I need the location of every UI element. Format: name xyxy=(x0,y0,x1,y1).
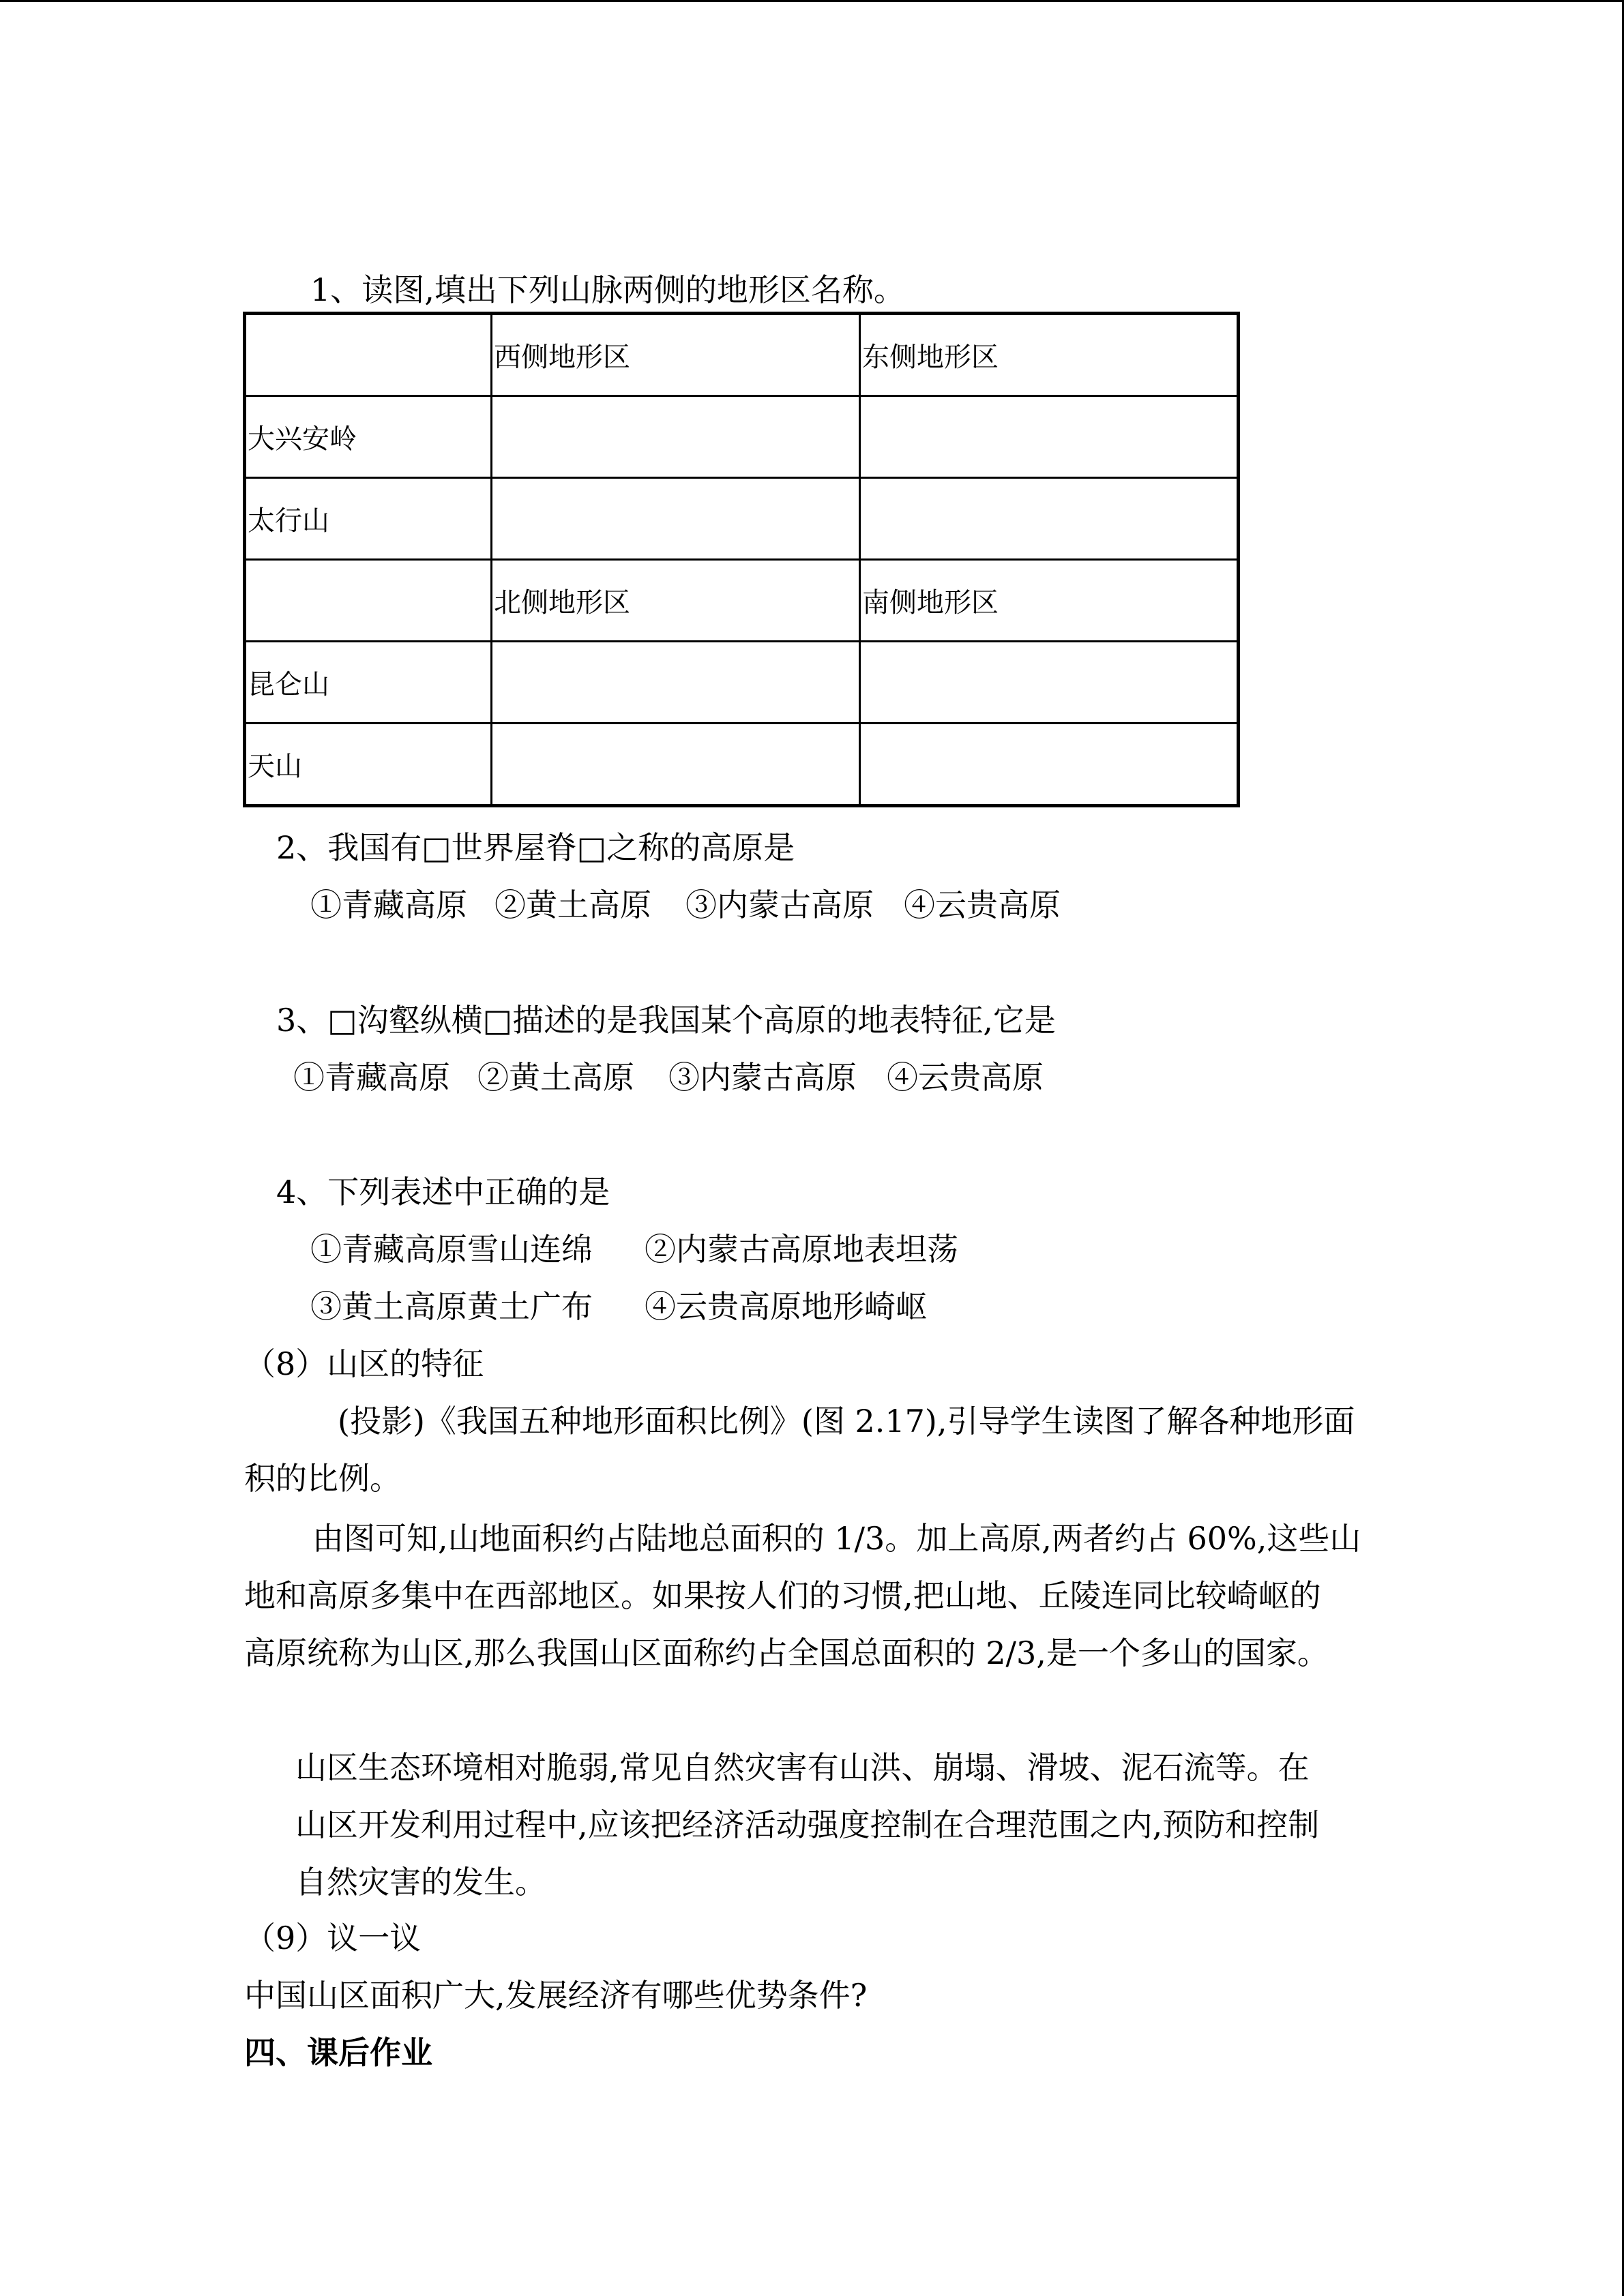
option[interactable]: ①青藏高原雪山连绵 xyxy=(310,1231,593,1268)
q3-question: 3、□沟壑纵横□描述的是我国某个高原的地表特征,它是 xyxy=(276,1002,1056,1039)
option[interactable]: ④云贵高原地形崎岖 xyxy=(645,1288,927,1325)
table-header-row-2 xyxy=(245,560,1239,642)
table-row xyxy=(245,724,1239,806)
q1-title: 1、读图,填出下列山脉两侧的地形区名称。 xyxy=(310,271,905,308)
answer-cell[interactable] xyxy=(492,396,860,478)
section8-p2-line: 地和高原多集中在西部地区。如果按人们的习惯,把山地、丘陵连同比较崎岖的 xyxy=(244,1577,1321,1614)
option[interactable]: ④云贵高原 xyxy=(887,1059,1044,1096)
option[interactable]: ③黄土高原黄土广布 xyxy=(310,1288,593,1325)
table-header-south: 南侧地形区 xyxy=(860,560,1239,642)
option[interactable]: ②黄土高原 xyxy=(477,1059,634,1096)
option[interactable]: ③内蒙古高原 xyxy=(668,1059,857,1096)
table-header-north: 北侧地形区 xyxy=(492,560,860,642)
answer-cell[interactable] xyxy=(860,724,1239,806)
answer-cell[interactable] xyxy=(492,724,860,806)
option[interactable]: ②内蒙古高原地表坦荡 xyxy=(645,1231,958,1268)
section8-p1-line: 积的比例。 xyxy=(244,1460,401,1497)
answer-cell[interactable] xyxy=(860,396,1239,478)
section9-heading: （9）议一议 xyxy=(244,1920,422,1956)
mountain-name: 昆仑山 xyxy=(245,642,492,724)
table-header-row-1 xyxy=(245,314,1239,396)
q2-options xyxy=(310,884,1061,925)
table-cell xyxy=(245,314,492,396)
table-header-west: 西侧地形区 xyxy=(492,314,860,396)
table-header-east: 东侧地形区 xyxy=(860,314,1239,396)
q4-options-row2 xyxy=(310,1286,927,1327)
page-top-border xyxy=(0,0,1624,2)
option[interactable]: ①青藏高原 xyxy=(310,886,467,923)
section8-p2-line: 高原统称为山区,那么我国山区面称约占全国总面积的 2/3,是一个多山的国家。 xyxy=(244,1635,1329,1671)
answer-cell[interactable] xyxy=(492,478,860,560)
section8-p2-line: 由图可知,山地面积约占陆地总面积的 1/3。加上高原,两者约占 60%,这些山 xyxy=(312,1520,1361,1557)
option[interactable]: ④云贵高原 xyxy=(904,886,1061,923)
mountain-name: 大兴安岭 xyxy=(245,396,492,478)
q4-question: 4、下列表述中正确的是 xyxy=(276,1174,610,1210)
table-cell xyxy=(245,560,492,642)
section9-question: 中国山区面积广大,发展经济有哪些优势条件? xyxy=(244,1977,868,2014)
section8-p3-line: 山区开发利用过程中,应该把经济活动强度控制在合理范围之内,预防和控制 xyxy=(295,1806,1320,1843)
table-row xyxy=(245,396,1239,478)
section8-heading: （8）山区的特征 xyxy=(244,1345,484,1382)
option[interactable]: ③内蒙古高原 xyxy=(685,886,874,923)
mountain-name: 太行山 xyxy=(245,478,492,560)
q4-options-row1 xyxy=(310,1229,958,1270)
option[interactable]: ②黄土高原 xyxy=(494,886,651,923)
option[interactable]: ①青藏高原 xyxy=(293,1059,450,1096)
table-row xyxy=(245,642,1239,724)
q3-options xyxy=(293,1057,1044,1098)
section8-p3-line: 自然灾害的发生。 xyxy=(295,1864,546,1900)
section8-p1-line: (投影)《我国五种地形面积比例》(图 2.17),引导学生读图了解各种地形面 xyxy=(338,1403,1355,1440)
answer-cell[interactable] xyxy=(860,478,1239,560)
mountain-name: 天山 xyxy=(245,724,492,806)
terrain-table xyxy=(243,312,1240,807)
q2-question: 2、我国有□世界屋脊□之称的高原是 xyxy=(276,829,795,866)
answer-cell[interactable] xyxy=(492,642,860,724)
answer-cell[interactable] xyxy=(860,642,1239,724)
table-row xyxy=(245,478,1239,560)
section4-heading: 四、课后作业 xyxy=(244,2034,432,2071)
section8-p3-line: 山区生态环境相对脆弱,常见自然灾害有山洪、崩塌、滑坡、泥石流等。在 xyxy=(295,1749,1310,1786)
